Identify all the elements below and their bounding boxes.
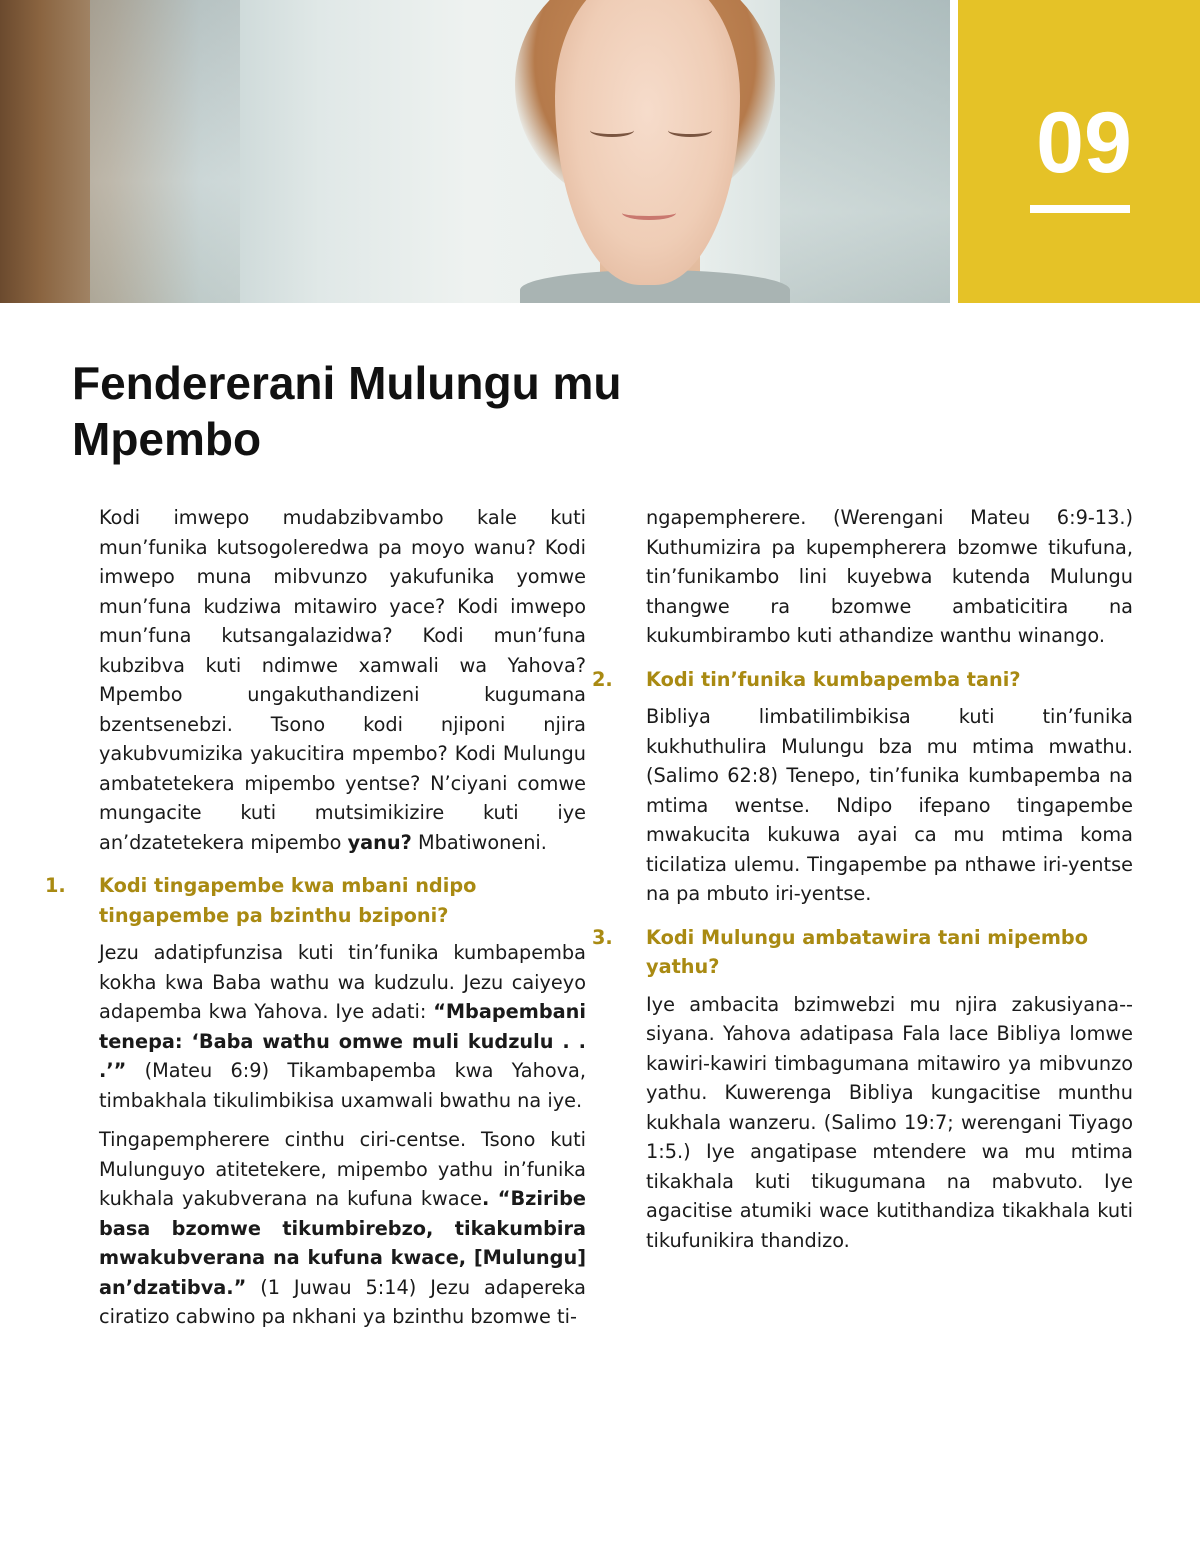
section-1-paragraph-2: Tingapempherere cinthu ciri-centse. Tsono kuti Mulunguyo atitetekere, mipembo yathu in’funika kukhala yakubverana na kufuna kwace. “Bziribe basa bzomwe tikumbirebzo, tikakumbira mwakubverana na kufuna kwace, [Mulungu] an’dzatibva.” (1 Juwau 5:14) Jezu adapereka ciratizo cabwino pa nkhani ya bzinthu bzomwe ti- [99,1128,587,1328]
section-1-paragraph-2-continued: ngapempherere. (Werengani Mateu 6:9-13.) Kuthumizira pa kupempherera bzomwe tikufuna, tin’funikambo lini kuyebwa kutenda Mulungu thangwe ra bzomwe ambaticitira na kukumbirambo kuti athandize wanthu winango. [646,506,1133,647]
header-banner [0,0,1200,303]
intro-paragraph: Kodi imwepo mudabzibvambo kale kuti mun’funika kutsogoleredwa pa moyo wanu? Kodi imwepo muna mibvunzo yakufunika yomwe mun’funa kudziwa mitawiro yace? Kodi imwepo mun’funa kutsangalazidwa? Kodi mun’funa kubzibva kuti ndimwe xamwali wa Yahova? Mpembo ungakuthandizeni kugumana bzentsenebzi. Tsono kodi njiponi njira yakubvumizika yakucitira mpembo? Kodi Mulungu ambatetekera mipembo yentse? N’ciyani comwe mungacite kuti mutsimikizire kuti iye an’dzatetekera mipembo yanu? Mbatiwoneni. [99,506,586,854]
lesson-badge [958,0,1200,303]
section-3-paragraph: Iye ambacita bzimwebzi mu njira zakusiyana--siyana. Yahova adatipasa Fala lace Bibliya lomwe kawiri-kawiri timbagumana mitawiro ya mibvunzo yathu. Kuwerenga Bibliya kungacitise munthu kukhala wanzeru. (Salimo 19:7; werengani Tiyago 1:5.) Iye angatipase mtendere wa mu mtima tikakhala kuti tikugumana na mabvuto. Iye agacitise atumiki wace kutithandiza tikakhala kuti tikufunikira thandizo. [646,992,1133,1252]
header-photo [0,0,950,303]
right-column [592,503,1133,1265]
section-2-paragraph: Bibliya limbatilimbikisa kuti tin’funika kukhuthulira Mulungu bza mu mtima mwathu. (Salimo 62:8) Tenepo, tin’funika kumbapemba na mtima wentse. Ndipo ifepano tingapembe mwakucita kukuwa ayai ca mu mtima koma ticilatiza ulemu. Tingapembe pa nthawe iri-yentse na pa mbuto iri-yentse. [646,705,1133,905]
section-1-paragraph-1: Jezu adatipfunzisa kuti tin’funika kumbapemba kokha kwa Baba wathu wa kudzulu. Jezu caiyeyo adapemba kwa Yahova. Iye adati: “Mbapembani tenepa: ‘Baba wathu omwe muli kudzulu . . .’” (Mateu 6:9) Tikambapemba kwa Yahova, timbakhala tikulimbikisa uxamwali bwathu na iye. [99,941,586,1112]
lesson-number: 09 [1036,95,1132,191]
left-column [45,503,587,1342]
section-3-heading: 3. Kodi Mulungu ambatawira tani mipembo yathu? [592,925,1088,978]
section-1-heading: 1. Kodi tingapembe kwa mbani ndipo tingapembe pa bzinthu bziponi? [45,874,477,927]
page-title: Fendererani Mulungu mu Mpembo [72,357,622,465]
section-2-heading: 2. Kodi tin’funika kumbapemba tani? [592,667,1021,691]
badge-underline [1030,205,1130,213]
